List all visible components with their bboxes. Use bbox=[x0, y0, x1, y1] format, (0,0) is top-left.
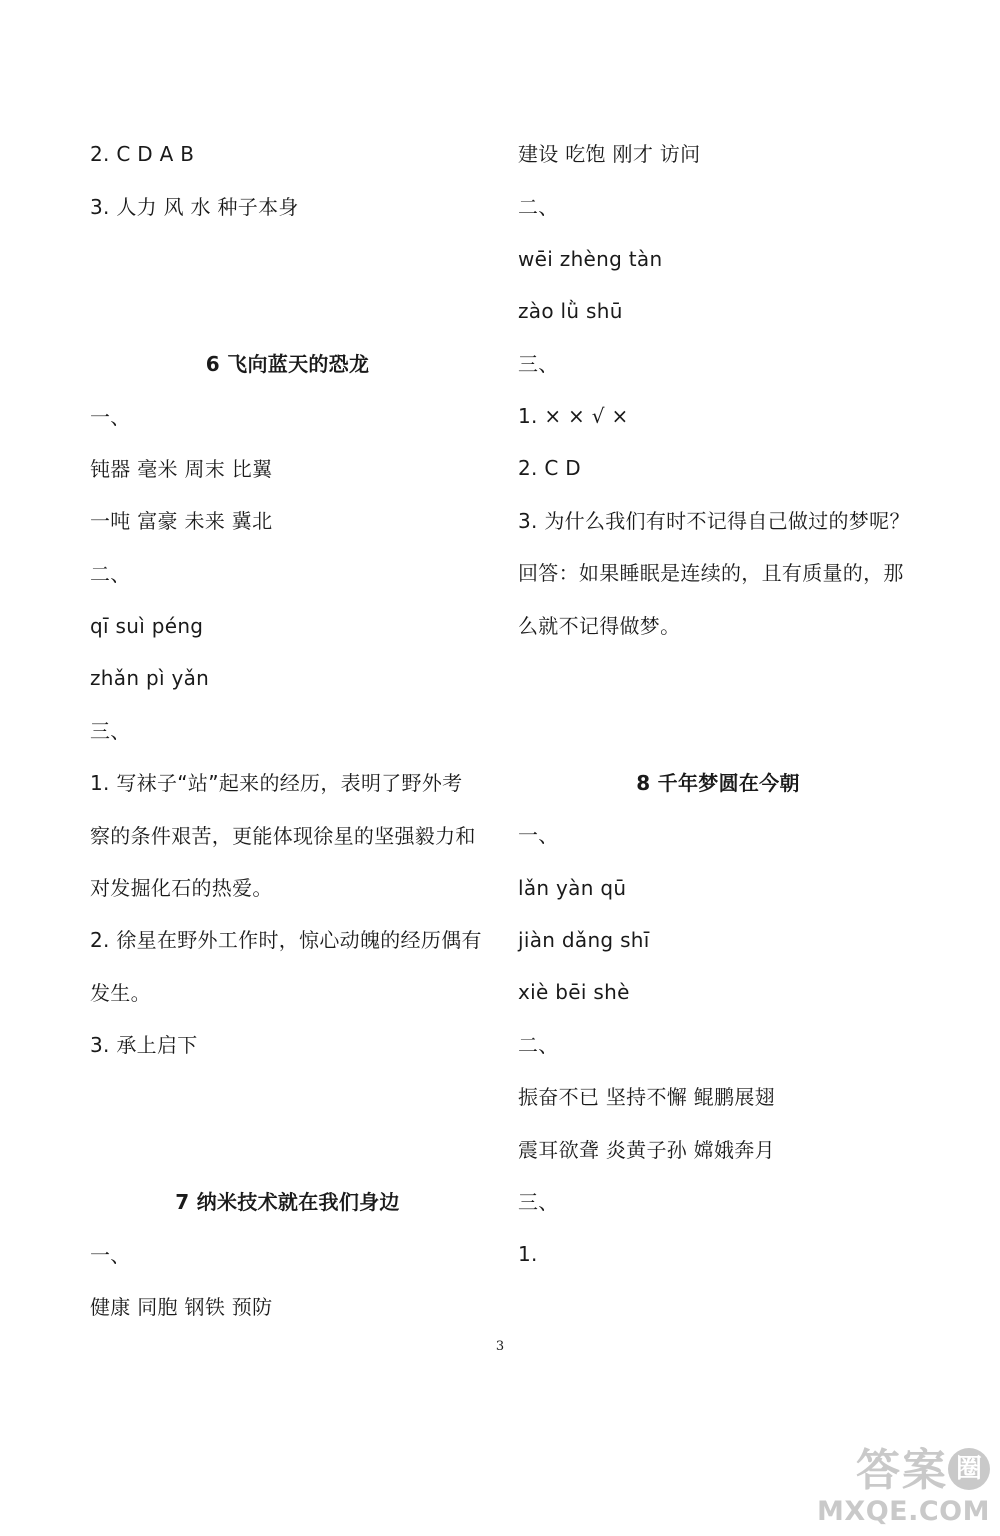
page-number: 3 bbox=[495, 1339, 505, 1354]
section-8-title: 8 千年梦圆在今朝 bbox=[636, 771, 800, 795]
part-label: 三、 bbox=[90, 719, 131, 743]
part-label: 三、 bbox=[518, 352, 559, 376]
pinyin-line: wēi zhèng tàn bbox=[518, 247, 663, 271]
pinyin-line: lǎn yàn qū bbox=[518, 876, 627, 900]
part-label: 一、 bbox=[518, 823, 559, 847]
part-label: 二、 bbox=[90, 562, 131, 586]
pinyin-line: zhǎn pì yǎn bbox=[90, 666, 210, 690]
pinyin-line: jiàn dǎng shī bbox=[518, 928, 650, 952]
answer-line: 振奋不已 坚持不懈 鲲鹏展翅 bbox=[518, 1085, 775, 1109]
answer-line: 2. C D A B bbox=[90, 142, 195, 166]
answer-line: 察的条件艰苦，更能体现徐星的坚强毅力和 bbox=[90, 824, 476, 848]
answer-line: 回答：如果睡眠是连续的，且有质量的，那 bbox=[518, 561, 904, 585]
answer-line: 1. 写袜子“站”起来的经历，表明了野外考 bbox=[90, 771, 463, 795]
answer-line: 对发掘化石的热爱。 bbox=[90, 876, 273, 900]
watermark-logo bbox=[804, 1446, 990, 1532]
answer-line: 钝器 毫米 周末 比翼 bbox=[90, 457, 273, 481]
section-7-title: 7 纳米技术就在我们身边 bbox=[175, 1190, 400, 1214]
answer-line: 发生。 bbox=[90, 981, 151, 1005]
watermark-domain: MXQE.COM bbox=[817, 1496, 990, 1527]
answer-line: 建设 吃饱 刚才 访问 bbox=[518, 142, 701, 166]
answer-line: 3. 人力 风 水 种子本身 bbox=[90, 195, 299, 219]
part-label: 二、 bbox=[518, 1033, 559, 1057]
part-label: 一、 bbox=[90, 1243, 131, 1267]
pinyin-line: zào lǜ shū bbox=[518, 299, 623, 323]
answer-line: 一吨 富豪 未来 冀北 bbox=[90, 509, 273, 533]
answer-line: 1. bbox=[518, 1242, 538, 1266]
answer-line: 2. C D bbox=[518, 456, 581, 480]
answer-line: 震耳欲聋 炎黄子孙 嫦娥奔月 bbox=[518, 1138, 775, 1162]
watermark-badge-icon: 圈 bbox=[948, 1448, 990, 1490]
part-label: 三、 bbox=[518, 1190, 559, 1214]
answer-line: 1. × × √ × bbox=[518, 404, 629, 428]
answer-line: 2. 徐星在野外工作时，惊心动魄的经历偶有 bbox=[90, 928, 482, 952]
pinyin-line: qī suì péng bbox=[90, 614, 204, 638]
answer-line: 健康 同胞 钢铁 预防 bbox=[90, 1295, 273, 1319]
pinyin-line: xiè bēi shè bbox=[518, 980, 630, 1004]
answer-line: 么就不记得做梦。 bbox=[518, 614, 681, 638]
part-label: 二、 bbox=[518, 195, 559, 219]
section-6-title: 6 飞向蓝天的恐龙 bbox=[205, 352, 370, 376]
answer-line: 3. 为什么我们有时不记得自己做过的梦呢？ bbox=[518, 509, 910, 533]
part-label: 一、 bbox=[90, 405, 131, 429]
watermark-text: 答案 bbox=[856, 1445, 948, 1496]
answer-line: 3. 承上启下 bbox=[90, 1033, 198, 1057]
